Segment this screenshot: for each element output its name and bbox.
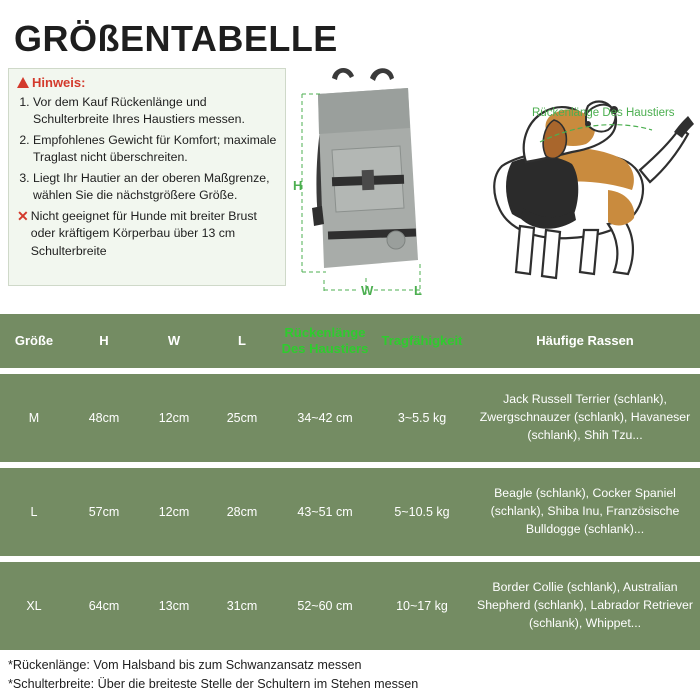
cell-size: XL — [0, 562, 68, 650]
dimension-label-l: L — [414, 283, 422, 298]
cell-capacity: 10~17 kg — [374, 562, 470, 650]
table-row — [0, 562, 700, 650]
backpack-graphic — [312, 68, 418, 268]
cell-back-length: 43~51 cm — [276, 468, 374, 556]
cell-size: M — [0, 374, 68, 462]
table-row — [0, 374, 700, 462]
cell-breeds: Border Collie (schlank), Australian Shepherd (schlank), Labrador Retriever (schlank), Whippet... — [470, 562, 700, 650]
list-item: 3. Liegt Ihr Hautier an der oberen Maßgrenze, wählen Sie die nächstgrößere Größe. — [33, 170, 277, 205]
dimension-label-w: W — [361, 283, 374, 298]
cell-l: 28cm — [208, 468, 276, 556]
column-header-breeds: Häufige Rassen — [470, 314, 700, 368]
cell-w: 12cm — [140, 374, 208, 462]
footnotes — [8, 656, 698, 694]
cell-h: 57cm — [68, 468, 140, 556]
column-header-h: H — [68, 314, 140, 368]
notice-box — [8, 68, 286, 286]
cell-breeds: Beagle (schlank), Cocker Spaniel (schlank), Shiba Inu, Französische Bulldogge (schlank)... — [470, 468, 700, 556]
cell-h: 48cm — [68, 374, 140, 462]
cell-l: 25cm — [208, 374, 276, 462]
column-header-w: W — [140, 314, 208, 368]
list-item: 1. Vor dem Kauf Rückenlänge und Schulterbreite Ihres Haustiers messen. — [33, 94, 277, 129]
cell-back-length: 34~42 cm — [276, 374, 374, 462]
column-header-l: L — [208, 314, 276, 368]
cell-w: 12cm — [140, 468, 208, 556]
footnote-back-length: *Rückenlänge: Vom Halsband bis zum Schwanzansatz messen — [8, 658, 362, 673]
column-header-back-length: Rückenlänge Des Haustiers — [276, 314, 374, 368]
notice-list — [17, 94, 277, 205]
table-header-row — [0, 314, 700, 368]
cell-w: 13cm — [140, 562, 208, 650]
column-header-capacity: Tragfähigkeit — [374, 314, 470, 368]
backlength-label: Rückenlänge Des Haustiers — [532, 107, 675, 119]
cell-back-length: 52~60 cm — [276, 562, 374, 650]
cell-size: L — [0, 468, 68, 556]
size-table — [0, 308, 700, 656]
cell-l: 31cm — [208, 562, 276, 650]
x-icon: ✕ — [17, 207, 29, 224]
page-title: GRÖßENTABELLE — [14, 18, 338, 59]
footnote-shoulder-width: *Schulterbreite: Über die breiteste Stelle der Schultern im Stehen messen — [8, 677, 419, 692]
product-illustration — [288, 58, 696, 298]
notice-heading — [17, 75, 277, 90]
notice-warning-label: Nicht geeignet für Hunde mit breiter Brust oder kräftigem Körperbau über 13 cm Schulterbreite — [30, 208, 257, 258]
list-item: 2. Empfohlenes Gewicht für Komfort; maximale Traglast nicht überschreiten. — [33, 132, 277, 167]
notice-warning — [17, 208, 277, 260]
warning-triangle-icon — [17, 77, 29, 88]
column-header-size: Größe — [0, 314, 68, 368]
cell-capacity: 5~10.5 kg — [374, 468, 470, 556]
cell-capacity: 3~5.5 kg — [374, 374, 470, 462]
notice-heading-label: Hinweis: — [32, 75, 86, 90]
table-row — [0, 468, 700, 556]
dog-graphic — [494, 102, 694, 279]
cell-breeds: Jack Russell Terrier (schlank), Zwergschnauzer (schlank), Havaneser (schlank), Shih Tzu... — [470, 374, 700, 462]
cell-h: 64cm — [68, 562, 140, 650]
dimension-label-h: H — [293, 178, 303, 193]
